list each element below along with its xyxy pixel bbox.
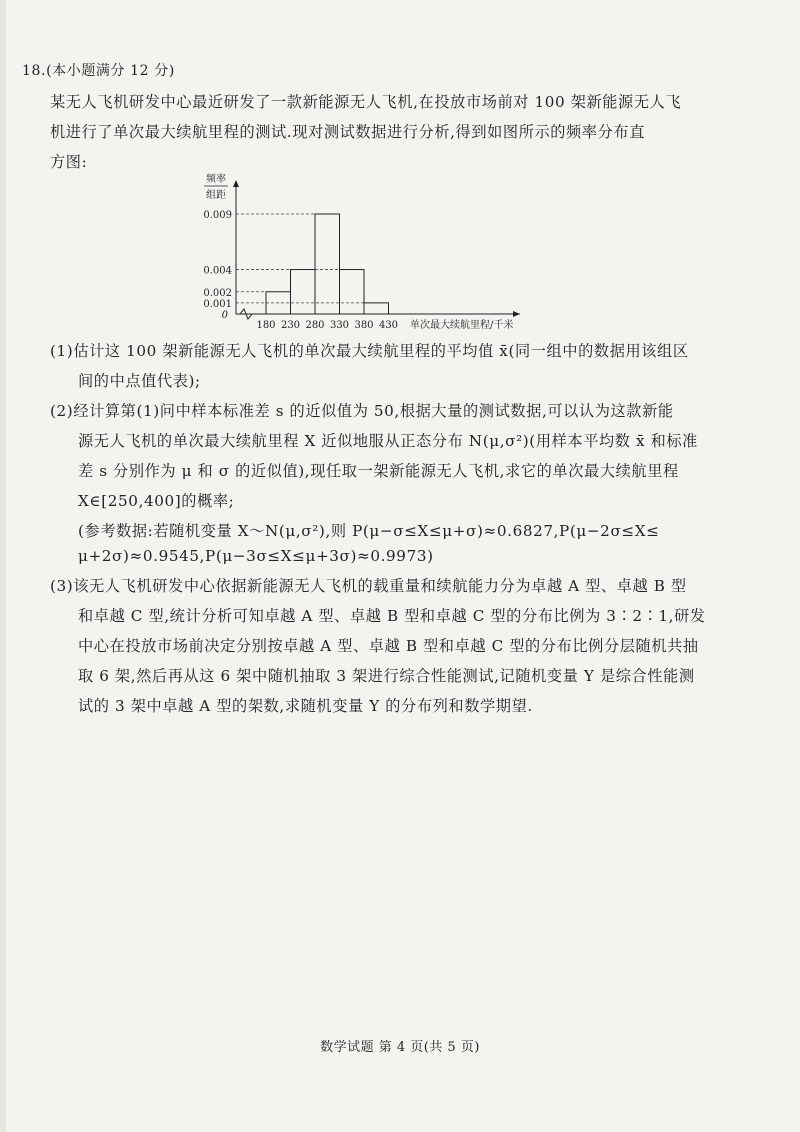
part1-line-2: 间的中点值代表); (78, 372, 201, 390)
x-axis-label: 单次最大续航里程/千米 (410, 320, 514, 331)
x-tick-label: 330 (329, 320, 350, 331)
y-tick-label: 0.001 (203, 298, 232, 310)
frequency-histogram (190, 168, 570, 333)
intro-line-1: 某无人飞机研发中心最近研发了一款新能源无人飞机,在投放市场前对 100 架新能源无人飞 (50, 93, 682, 111)
histogram-bar (364, 303, 389, 314)
part3-line-1: (3)该无人飞机研发中心依据新能源无人飞机的载重量和续航能力分为卓越 A 型、卓越 B 型 (50, 577, 687, 595)
scan-edge (0, 0, 6, 1132)
part3-line-3: 中心在投放市场前决定分别按卓越 A 型、卓越 B 型和卓越 C 型的分布比例分层随机共抽 (78, 637, 699, 655)
x-tick-label: 180 (256, 320, 276, 331)
intro-line-2: 机进行了单次最大续航里程的测试.现对测试数据进行分析,得到如图所示的频率分布直 (50, 123, 645, 141)
part2-line-1: (2)经计算第(1)问中样本标准差 s 的近似值为 50,根据大量的测试数据,可以认为这款新能 (50, 402, 674, 420)
question-header: 18.(本小题满分 12 分) (22, 63, 175, 79)
part2-line-3: 差 s 分别作为 μ 和 σ 的近似值),现任取一架新能源无人飞机,求它的单次最大续航里程 (78, 462, 679, 480)
x-axis-arrow (513, 311, 520, 317)
x-tick-label: 380 (354, 320, 374, 331)
y-axis-label-top: 频率 (206, 174, 226, 185)
part1-line-1: (1)估计这 100 架新能源无人飞机的单次最大续航里程的平均值 x̄(同一组中的数据用该组区 (50, 342, 689, 360)
part2-reference-line-1: (参考数据:若随机变量 X～N(μ,σ²),则 P(μ−σ≤X≤μ+σ)≈0.6827,P(μ−2σ≤X≤ (78, 522, 660, 540)
part2-line-4: X∈[250,400]的概率; (78, 492, 235, 510)
histogram-bar (340, 270, 365, 314)
histogram-bar (291, 270, 316, 314)
part3-line-5: 试的 3 架中卓越 A 型的架数,求随机变量 Y 的分布列和数学期望. (78, 697, 533, 715)
origin-label: 0 (221, 310, 228, 321)
part3-line-4: 取 6 架,然后再从这 6 架中随机抽取 3 架进行综合性能测试,记随机变量 Y 是综合性能测 (78, 667, 695, 685)
part3-line-2: 和卓越 C 型,统计分析可知卓越 A 型、卓越 B 型和卓越 C 型的分布比例为 3∶2∶1,研发 (78, 607, 706, 625)
y-tick-label: 0.002 (203, 287, 232, 299)
intro-line-3: 方图: (50, 153, 88, 171)
y-tick-label: 0.004 (203, 265, 232, 277)
x-tick-label: 430 (378, 320, 399, 331)
histogram-bar (315, 214, 340, 314)
y-axis-arrow (233, 180, 239, 187)
y-axis-label-bottom: 组距 (206, 190, 226, 201)
x-tick-label: 280 (305, 320, 325, 331)
x-tick-label: 230 (280, 320, 301, 331)
part2-reference-line-2: μ+2σ)≈0.9545,P(μ−3σ≤X≤μ+3σ)≈0.9973) (78, 547, 434, 565)
part2-line-2: 源无人飞机的单次最大续航里程 X 近似地服从正态分布 N(μ,σ²)(用样本平均数 x̄ 和标准 (78, 432, 698, 450)
y-tick-label: 0.009 (203, 210, 232, 221)
page-footer: 数学试题 第 4 页(共 5 页) (320, 1040, 480, 1055)
